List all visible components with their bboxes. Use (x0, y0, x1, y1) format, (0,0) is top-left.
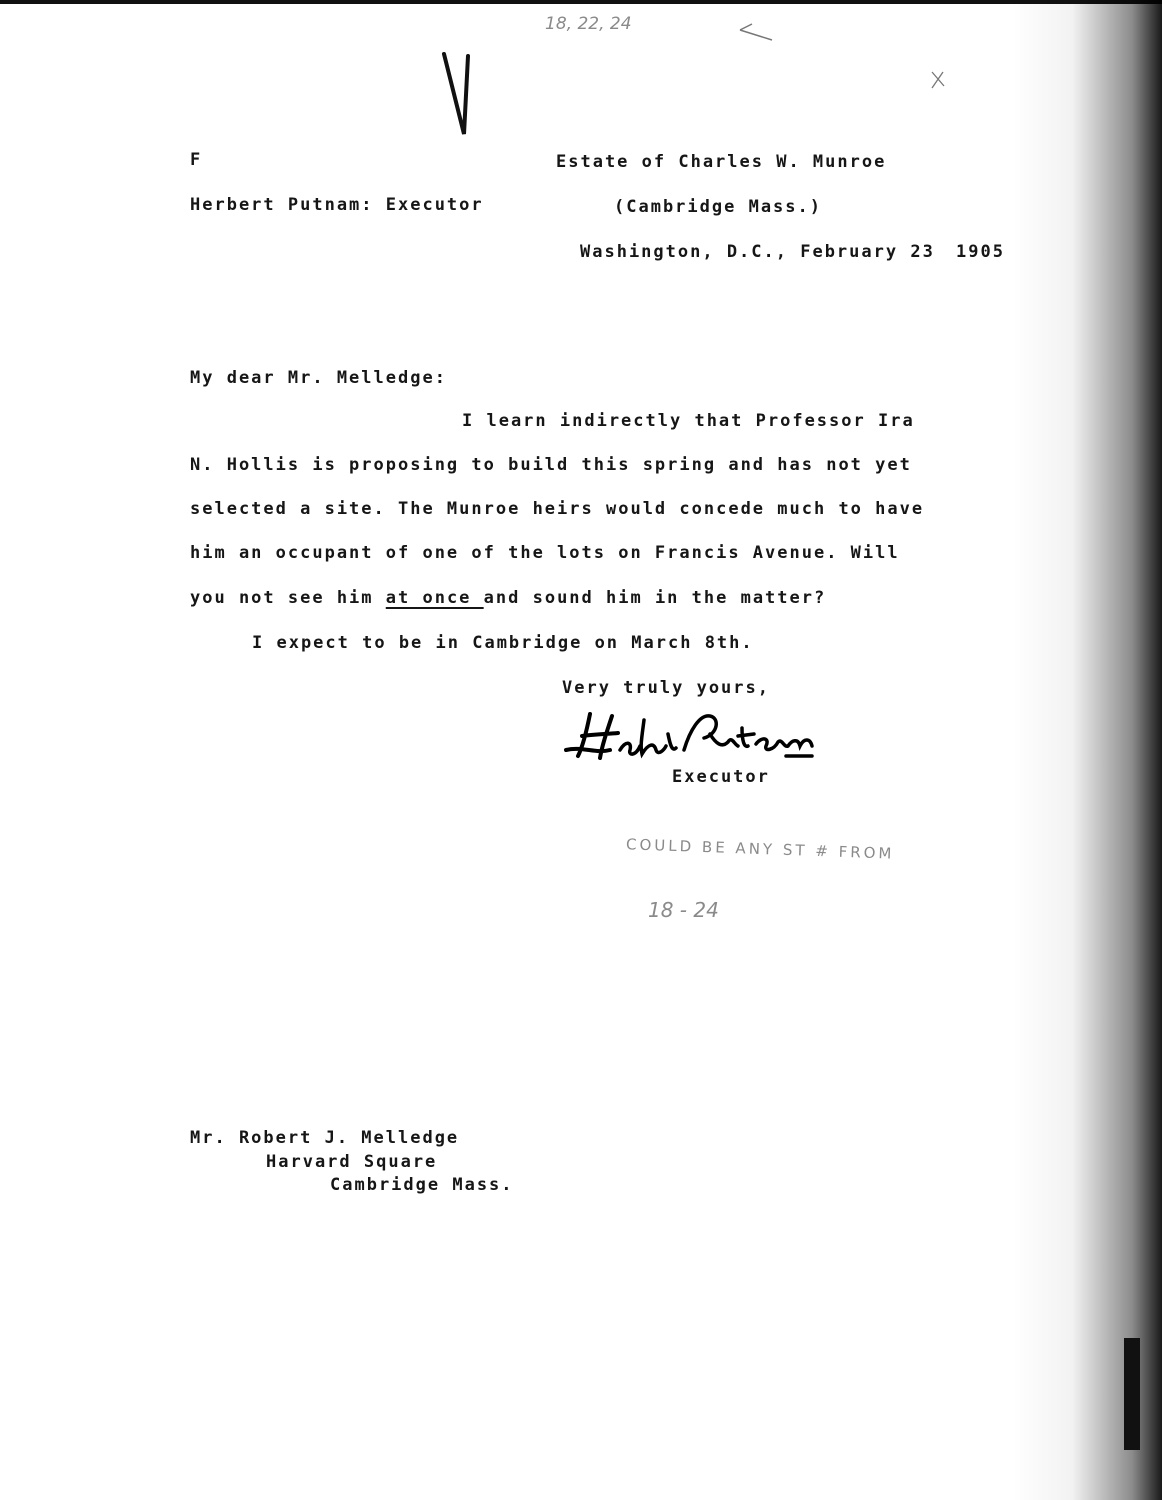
handwritten-signature (560, 700, 830, 770)
recipient-name: Mr. Robert J. Melledge (190, 1128, 460, 1148)
body-line-5-end: and sound him in the matter? (483, 588, 827, 608)
check-mark-pen-stroke (440, 50, 480, 140)
scan-top-edge (0, 0, 1162, 4)
pencil-x-mark (928, 68, 948, 90)
recipient-city: Cambridge Mass. (330, 1175, 514, 1195)
signer-title: Executor (672, 767, 770, 787)
body-line-3: selected a site. The Munroe heirs would concede much to have (190, 499, 925, 519)
pencil-arrow-mark (738, 22, 774, 48)
handwritten-note-line-1: COULD BE ANY ST # FROM (625, 835, 895, 863)
handwritten-numbers: 18, 22, 24 (545, 14, 632, 34)
date-year: 1905 (956, 242, 1005, 262)
body-line-5-start: you not see him (190, 588, 386, 608)
scan-right-shadow (1012, 0, 1162, 1500)
body-paragraph-2: I expect to be in Cambridge on March 8th. (252, 633, 754, 653)
salutation: My dear Mr. Melledge: (190, 368, 447, 388)
date-line: Washington, D.C., February 23 (580, 242, 935, 262)
closing: Very truly yours, (562, 678, 770, 698)
location-line: (Cambridge Mass.) (614, 197, 822, 217)
sender-line: Herbert Putnam: Executor (190, 195, 484, 215)
file-mark: F (190, 150, 203, 170)
handwritten-note-line-2: 18 - 24 (648, 898, 719, 922)
body-line-2: N. Hollis is proposing to build this spring and has not yet (190, 455, 912, 475)
body-line-4: him an occupant of one of the lots on Francis Avenue. Will (190, 543, 900, 563)
underlined-phrase: at once (385, 588, 484, 608)
body-line-5 (190, 588, 826, 608)
body-line-1: I learn indirectly that Professor Ira (462, 411, 915, 431)
binder-clip-mark (1124, 1338, 1140, 1450)
estate-line: Estate of Charles W. Munroe (556, 152, 887, 172)
recipient-street: Harvard Square (266, 1152, 438, 1172)
